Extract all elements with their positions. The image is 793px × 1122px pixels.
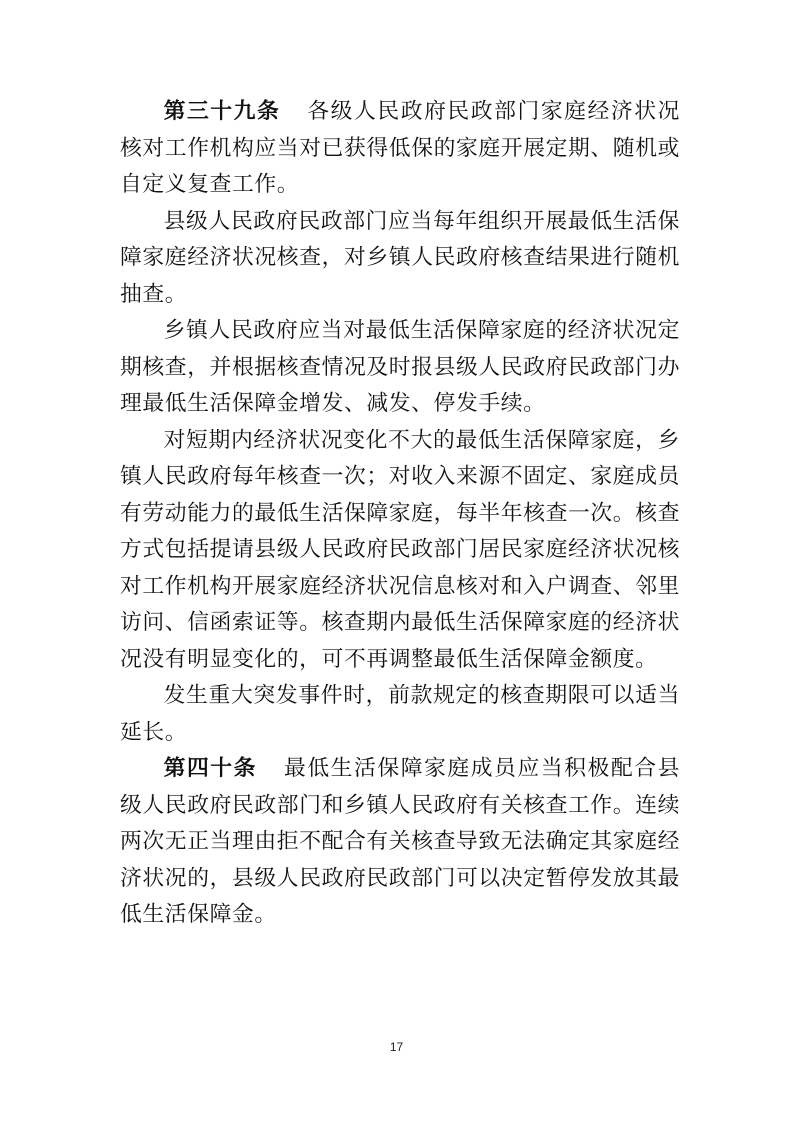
article-39-text-3: 乡镇人民政府应当对最低生活保障家庭的经济状况定期核查，并根据核查情况及时报县级人民政府民政部门办理最低生活保障金增发、减发、停发手续。 (120, 318, 680, 416)
article-39-paragraph-4 (120, 423, 680, 679)
article-40-text-1: 最低生活保障家庭成员应当积极配合县级人民政府民政部门和乡镇人民政府有关核查工作。连续两次无正当理由拒不配合有关核查导致无法确定其家庭经济状况的，县级人民政府民政部门可以决定暂停发放其最低生活保障金。 (120, 756, 681, 927)
article-39-text-4: 对短期内经济状况变化不大的最低生活保障家庭，乡镇人民政府每年核查一次；对收入来源不固定、家庭成员有劳动能力的最低生活保障家庭，每半年核查一次。核查方式包括提请县级人民政府民政部门居民家庭经济状况核对工作机构开展家庭经济状况信息核对和入户调查、邻里访问、信函索证等。核查期内最低生活保障家庭的经济状况没有明显变化的，可不再调整最低生活保障金额度。 (120, 427, 680, 672)
article-39-paragraph-1 (120, 94, 680, 204)
article-40-number: 第四十条 (163, 756, 258, 781)
document-body (120, 94, 680, 934)
article-39-text-1: 各级人民政府民政部门家庭经济状况核对工作机构应当对已获得低保的家庭开展定期、随机或自定义复查工作。 (120, 99, 680, 197)
article-40-paragraph-1 (120, 751, 680, 934)
article-39-number: 第三十九条 (163, 99, 281, 124)
page-number: 17 (389, 1040, 404, 1054)
article-39-paragraph-2 (120, 204, 680, 314)
article-39-text-2: 县级人民政府民政部门应当每年组织开展最低生活保障家庭经济状况核查，对乡镇人民政府核查结果进行随机抽查。 (120, 208, 680, 307)
article-39-paragraph-3 (120, 313, 680, 423)
article-39-text-5: 发生重大突发事件时，前款规定的核查期限可以适当延长。 (120, 683, 680, 745)
article-39-paragraph-5 (120, 678, 680, 751)
